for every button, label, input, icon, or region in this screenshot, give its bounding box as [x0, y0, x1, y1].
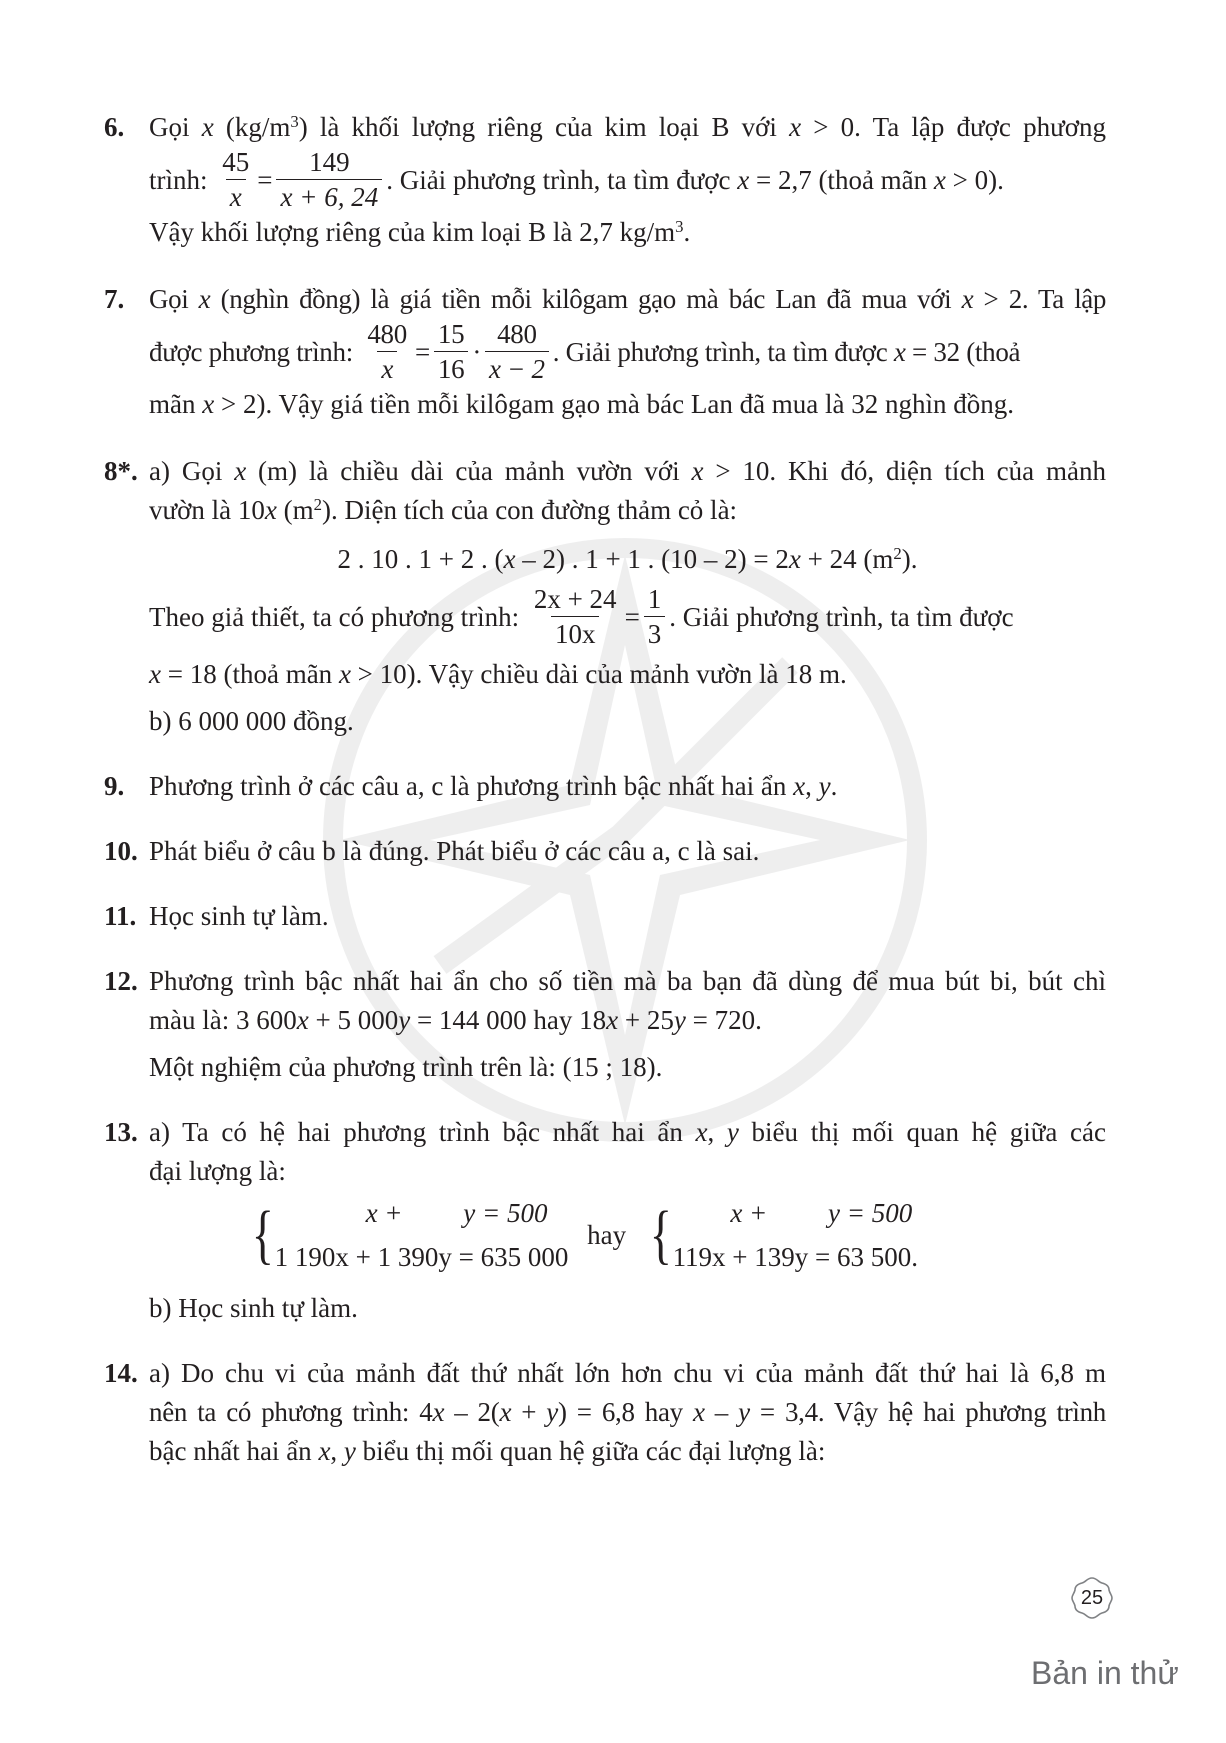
answer-item-9 [104, 767, 1106, 806]
item-line: bậc nhất hai ẩn x, y biểu thị mối quan hệ giữa các đại lượng là: [149, 1436, 826, 1466]
item-line: Phương trình bậc nhất hai ẩn cho số tiền mà ba bạn đã dùng để mua bút bi, bút chì [149, 966, 1106, 996]
item-line: mãn x > 2). Vậy giá tiền mỗi kilôgam gạo mà bác Lan đã mua là 32 nghìn đồng. [149, 389, 1015, 419]
answer-item-13 [104, 1113, 1106, 1328]
fraction: $\frac{149}{x + 6, 24}$ [276, 145, 382, 214]
system-1-row-2: 1 190x + 1 390y = 635 000 [274, 1242, 569, 1272]
system-2-row-1: x + y = 500 [730, 1198, 913, 1228]
item-number: 10. [104, 836, 138, 866]
system-2-row-2: 119x + 139y = 63 500. [672, 1242, 919, 1272]
fraction: $\frac{480}{x - 2}$ [485, 317, 549, 386]
answer-item-7 [104, 280, 1106, 424]
item-line: trình: $\frac{45}{x}$ = $\frac{149}{x + 6, 24}$ . Giải phương trình, ta tìm được x = 2,7 (thoả mãn x > 0). [149, 147, 1004, 213]
fraction: $\frac{2x + 24}{10x}$ [533, 584, 617, 650]
fraction: $\frac{480}{x}$ [367, 319, 407, 385]
page-number-badge [1071, 1577, 1113, 1619]
item-line: b) 6 000 000 đồng. [149, 706, 354, 736]
item-line: x = 18 (thoả mãn x > 10). Vậy chiều dài của mảnh vườn là 18 m. [149, 659, 847, 689]
item-line: a) Ta có hệ hai phương trình bậc nhất hai ẩn x, y biểu thị mối quan hệ giữa các [149, 1117, 1106, 1147]
item-line: được phương trình: $\frac{480}{x}$ = $\frac{15}{16}$ · $\frac{480}{x - 2}$ . Giải phương trình, ta tìm được x = 32 (thoả [149, 319, 1021, 385]
item-number: 6. [104, 112, 125, 142]
item-line: Theo giả thiết, ta có phương trình: $\frac{2x + 24}{10x}$ = $\frac{1}{3}$ . Giải phương trình, ta tìm được [149, 584, 1014, 650]
item-line: đại lượng là: [149, 1156, 286, 1186]
answer-item-12 [104, 962, 1106, 1087]
answer-item-10 [104, 832, 1106, 871]
item-number: 12. [104, 966, 138, 996]
item-line: Phát biểu ở câu b là đúng. Phát biểu ở các câu a, c là sai. [149, 836, 760, 866]
equation-system-1: { x + y = 500 1 190x + 1 390y = 635 000 [247, 1191, 568, 1279]
item-line: a) Gọi x (m) là chiều dài của mảnh vườn với x > 10. Khi đó, diện tích của mảnh [149, 456, 1106, 486]
item-line: vườn là 10x $(m^2)$. Diện tích của con đường thảm cỏ là: [149, 494, 738, 525]
item-line: b) Học sinh tự làm. [149, 1293, 358, 1323]
item-equation: 2 . 10 . 1 + 2 . (x – 2) . 1 + 1 . (10 – 2) = 2x + 24 $(m^2)$. [337, 543, 918, 574]
answer-item-11 [104, 897, 1106, 936]
answer-list [104, 108, 1106, 1471]
item-line: Phương trình ở các câu a, c là phương trình bậc nhất hai ẩn x, y. [149, 771, 838, 801]
answer-item-6 [104, 108, 1106, 252]
item-line: Gọi x $(kg/m^3)$ là khối lượng riêng của kim loại B với x > 0. Ta lập được phương [149, 111, 1107, 142]
item-number: 7. [104, 284, 125, 314]
hay-label: hay [587, 1219, 627, 1250]
item-line: nên ta có phương trình: 4x – 2(x + y) = 6,8 hay x – y = 3,4. Vậy hệ hai phương trình [149, 1397, 1106, 1427]
fraction: $\frac{1}{3}$ [644, 582, 666, 651]
equation-systems [59, 1191, 1106, 1283]
proof-label: Bản in thử [1031, 1655, 1179, 1691]
item-number: 11. [104, 901, 137, 931]
item-line: Một nghiệm của phương trình trên là: (15 ; 18). [149, 1052, 663, 1082]
fraction: $\frac{15}{16}$ [434, 317, 468, 386]
item-line: Vậy khối lượng riêng của kim loại B là 2,7 $kg/m^3$. [149, 216, 691, 247]
equation-system-2: { x + y = 500 119x + 139y = 63 500. [645, 1191, 918, 1279]
item-line: a) Do chu vi của mảnh đất thứ nhất lớn hơn chu vi của mảnh đất thứ hai là 6,8 m [149, 1358, 1106, 1388]
answer-item-8 [104, 452, 1106, 741]
item-line: Gọi x (nghìn đồng) là giá tiền mỗi kilôgam gạo mà bác Lan đã mua với x > 2. Ta lập [149, 284, 1106, 314]
item-number: 8*. [104, 456, 138, 486]
item-number: 9. [104, 771, 125, 801]
fraction: $\frac{45}{x}$ [222, 147, 250, 213]
item-line: Học sinh tự làm. [149, 901, 329, 931]
item-line: màu là: 3 600x + 5 000y = 144 000 hay 18x + 25y = 720. [149, 1005, 762, 1035]
system-1-row-1: x + y = 500 [365, 1198, 548, 1228]
answer-item-14 [104, 1354, 1106, 1471]
item-number: 13. [104, 1117, 138, 1147]
page-number: 25 [1080, 1587, 1104, 1609]
item-number: 14. [104, 1358, 138, 1388]
